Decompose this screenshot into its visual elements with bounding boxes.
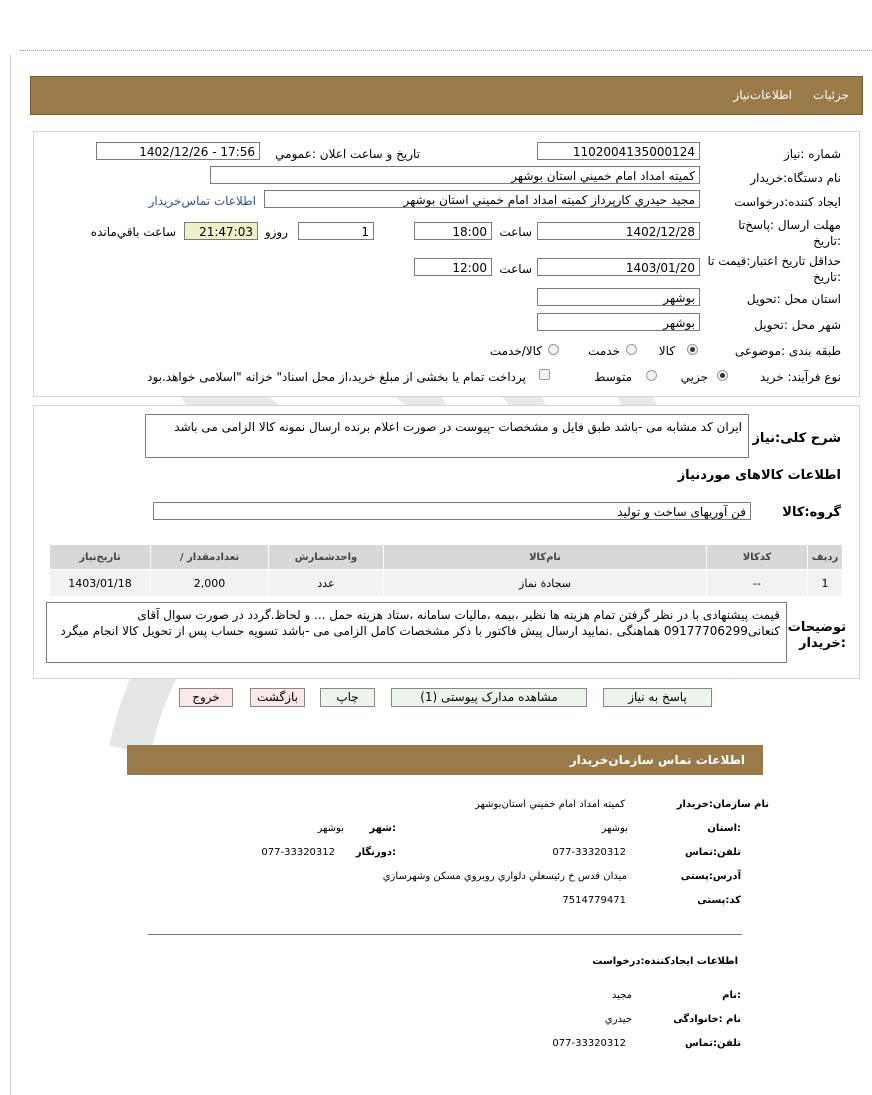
table-header-row bbox=[50, 545, 843, 570]
contact-address-label: آدرس:پستی bbox=[680, 871, 741, 882]
province-label: استان محل :تحویل bbox=[746, 292, 841, 306]
process-minor-radio[interactable] bbox=[717, 370, 728, 381]
exit-button[interactable]: خروج bbox=[179, 688, 233, 707]
announce-label: تاریخ و ساعت اعلان :عمومي bbox=[275, 147, 420, 161]
summary-box: ایران کد مشابه می -باشد طبق فایل و مشخصات -پیوست در صورت اعلام برنده ارسال نمونه کالا الزامی می باشد bbox=[145, 414, 749, 458]
buyer-notes-box: قیمت پیشنهادی با در نظر گرفتن تمام هزینه ها نظیر ،بیمه ،مالیات سامانه ،ستاد هزینه حمل ... و لحاظ.گردد در صورت سوال آقای کنعانی09177706299 هماهنگی .نمایید ارسال پیش فاکتور با ذکر مشخصات کامل الزامی می -باشد تسویه حساب پس از تحویل کالا انجام میگرد bbox=[46, 602, 787, 663]
creator-name-label: :نام bbox=[722, 990, 741, 1001]
buyer-org-label: نام دستگاه:خریدار bbox=[750, 171, 841, 185]
col-unit: واحدشمارش bbox=[269, 545, 384, 570]
table-row bbox=[50, 570, 843, 597]
deadline-time-field: 18:00 bbox=[414, 222, 492, 240]
creator-phone: 077-33320312 bbox=[552, 1038, 626, 1049]
category-service-label: خدمت bbox=[588, 344, 620, 358]
row-qty: 2,000 bbox=[151, 570, 269, 597]
col-name: نام‌کالا bbox=[384, 545, 707, 570]
category-goods-radio[interactable] bbox=[687, 344, 698, 355]
province-field: بوشهر bbox=[537, 288, 700, 306]
treasury-label: پرداخت تمام یا بخشی از مبلغ خرید،از محل اسناد" خزانه "اسلامی خواهد.بود bbox=[147, 370, 526, 384]
creator-family-label: نام :خانوادگی bbox=[673, 1014, 741, 1025]
category-label: طبقه بندی :موضوعی bbox=[734, 344, 841, 358]
category-goods-label: كالا bbox=[658, 344, 675, 358]
col-qty: تعدادمقدار / bbox=[151, 545, 269, 570]
need-number-label: شماره :نیاز bbox=[784, 147, 841, 161]
tab-need-info[interactable]: اطلاعات‌نیاز bbox=[733, 88, 792, 102]
price-validity-label: حداقل تاریخ اعتبار:قیمت تا :تاریخ bbox=[707, 254, 841, 284]
days-field: 1 bbox=[298, 222, 374, 240]
need-number-field: 1102004135000124 bbox=[537, 142, 700, 160]
row-unit: عدد bbox=[269, 570, 384, 597]
creator-field: مجيد حيدري كارپرداز كميته امداد امام خميني استان بوشهر bbox=[264, 190, 700, 208]
contact-phone: 077-33320312 bbox=[552, 847, 626, 858]
contact-fax: 077-33320312 bbox=[261, 847, 335, 858]
row-date: 1403/01/18 bbox=[50, 570, 151, 597]
category-goods-service-label: كالا/خدمت bbox=[489, 344, 542, 358]
contact-postal: 7514779471 bbox=[562, 895, 626, 906]
contact-province-label: :استان bbox=[707, 823, 741, 834]
group-label: گروه:کالا bbox=[782, 505, 841, 520]
contact-org-label: نام سازمان:خریدار bbox=[676, 799, 769, 810]
col-index: ردیف bbox=[808, 545, 843, 570]
category-service-radio[interactable] bbox=[626, 344, 637, 355]
deadline-time-label: ساعت bbox=[499, 225, 532, 239]
row-index: 1 bbox=[808, 570, 843, 597]
buyer-org-field: كميته امداد امام خميني استان بوشهر bbox=[210, 166, 700, 184]
buyer-contact-link[interactable]: اطلاعات تماس‌خریدار bbox=[148, 194, 256, 208]
contact-separator bbox=[148, 934, 742, 935]
contact-address: ميدان قدس خ رئيسعلي دلواري روبروي مسكن وشهرسازي bbox=[382, 871, 627, 882]
back-button[interactable]: بازگشت bbox=[250, 688, 305, 707]
row-name: سجادة نماز bbox=[384, 570, 707, 597]
reply-button[interactable]: پاسخ به نیاز bbox=[603, 688, 712, 707]
details-header-bar bbox=[30, 76, 863, 115]
attachments-button[interactable]: مشاهده مدارک پیوستی (1) bbox=[391, 688, 587, 707]
deadline-date-field: 1402/12/28 bbox=[537, 222, 700, 240]
contact-postal-label: کد:پستی bbox=[697, 895, 741, 906]
deadline-label: مهلت ارسال :پاسخ‌تا :تاریخ bbox=[738, 218, 841, 248]
summary-label: شرح کلی:نیاز bbox=[752, 431, 841, 446]
goods-table bbox=[49, 544, 843, 597]
goods-info-title: اطلاعات کالاهای موردنیاز bbox=[677, 468, 841, 483]
creator-info-title: اطلاعات ایجادکننده:درخواست bbox=[592, 956, 738, 967]
process-label: نوع فرآیند: خرید bbox=[760, 370, 841, 384]
price-validity-date-field: 1403/01/20 bbox=[537, 258, 700, 276]
contact-header-bar bbox=[127, 745, 763, 775]
city-label: شهر محل :تحویل bbox=[754, 318, 841, 332]
left-divider bbox=[10, 55, 11, 1095]
tab-details[interactable]: جزئيات bbox=[813, 88, 849, 102]
contact-title: اطلاعات تماس سازمان‌خریدار bbox=[569, 753, 745, 767]
process-medium-label: متوسط bbox=[594, 370, 632, 384]
contact-org: كميته امداد امام خميني استان‌بوشهر bbox=[475, 799, 625, 810]
group-field: فن آوریهای ساخت و تولید bbox=[153, 502, 751, 520]
row-code: -- bbox=[707, 570, 808, 597]
treasury-checkbox[interactable] bbox=[539, 369, 550, 380]
contact-phone-label: تلفن:تماس bbox=[684, 847, 741, 858]
contact-fax-label: :دورنگار bbox=[355, 847, 396, 858]
print-button[interactable]: چاپ bbox=[320, 688, 375, 707]
top-divider bbox=[20, 50, 872, 51]
city-field: بوشهر bbox=[537, 313, 700, 331]
remaining-time-field: 21:47:03 bbox=[184, 222, 258, 240]
col-code: کدکالا bbox=[707, 545, 808, 570]
creator-label: ایجاد کننده:درخواست bbox=[734, 195, 841, 209]
process-minor-label: جزيي bbox=[680, 370, 708, 384]
col-date: تاریخ‌نیاز bbox=[50, 545, 151, 570]
remaining-label: ساعت باقي‌مانده bbox=[90, 225, 176, 239]
contact-city: بوشهر bbox=[317, 823, 344, 834]
contact-province: بوشهر bbox=[601, 823, 628, 834]
announce-field: 1402/12/26 - 17:56 bbox=[96, 142, 260, 160]
contact-city-label: :شهر bbox=[369, 823, 396, 834]
creator-family: حيدري bbox=[604, 1014, 632, 1025]
price-validity-time-label: ساعت bbox=[499, 262, 532, 276]
buyer-notes-label: توضیحات :خریدار bbox=[787, 620, 846, 651]
category-goods-service-radio[interactable] bbox=[548, 344, 559, 355]
days-label: روزو bbox=[264, 225, 288, 239]
process-medium-radio[interactable] bbox=[646, 370, 657, 381]
creator-name: مجيد bbox=[611, 990, 632, 1001]
creator-phone-label: تلفن:تماس bbox=[684, 1038, 741, 1049]
price-validity-time-field: 12:00 bbox=[414, 258, 492, 276]
